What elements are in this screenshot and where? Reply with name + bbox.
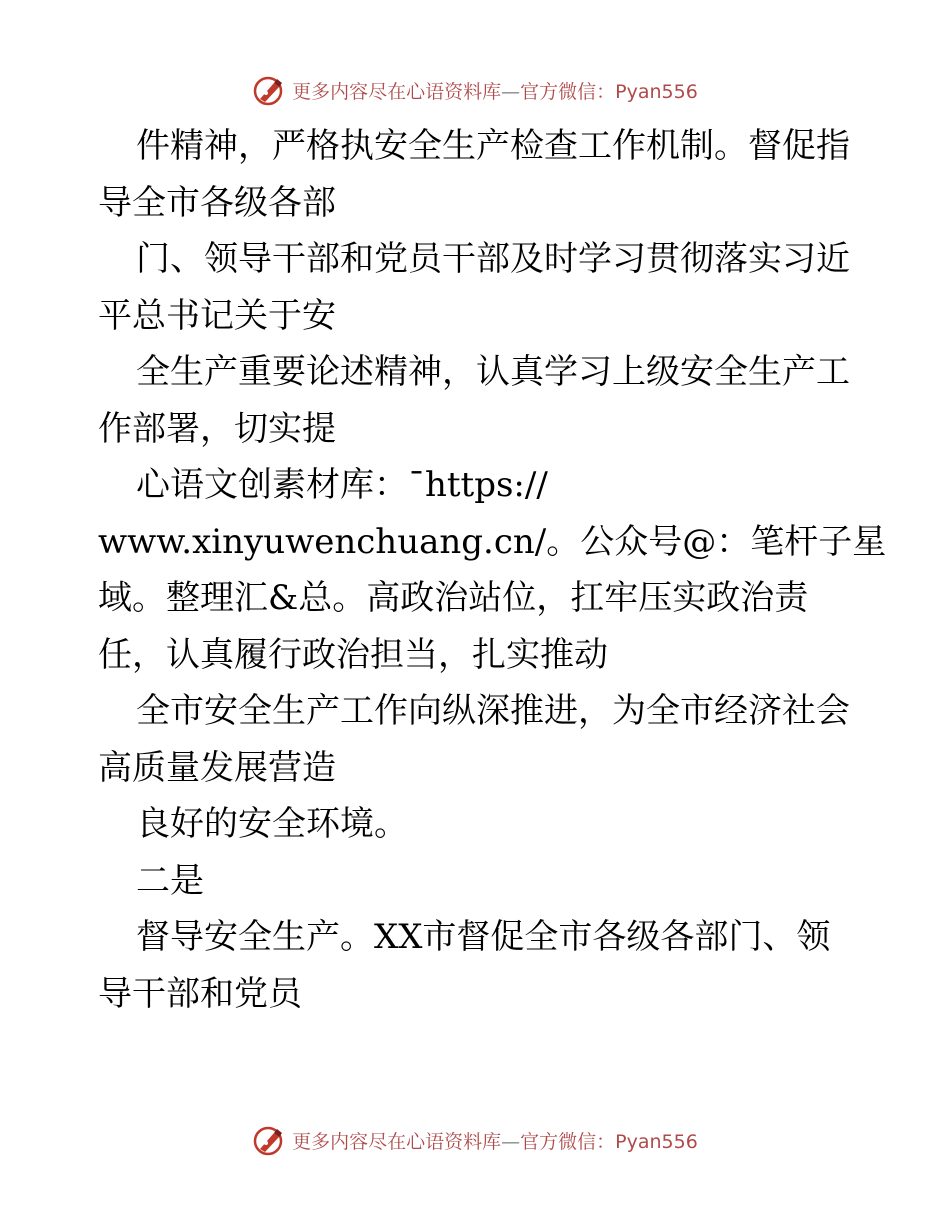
body-line: 件精神，严格执安全生产检查工作机制。督促指 (136, 126, 850, 166)
header-banner-dash: — (501, 80, 521, 103)
footer-banner-dash: — (501, 1130, 521, 1153)
body-line: 平总书记关于安 (98, 295, 336, 336)
footer-banner-wechat: 官方微信：Pyan556 (520, 1130, 698, 1153)
header-banner-wechat: 官方微信：Pyan556 (520, 80, 698, 103)
body-line: 良好的安全环境。 (136, 804, 408, 844)
pen-circle-logo-icon (252, 1123, 286, 1157)
body-line: www.xinyuwenchuang.cn/。公众号@：笔杆子星 (98, 521, 887, 562)
body-line: 全生产重要论述精神，认真学习上级安全生产工 (136, 352, 850, 392)
body-line: 任，认真履行政治担当，扎实推动 (98, 634, 608, 675)
page-footer (0, 1120, 950, 1160)
body-line: 心语文创素材库：¯https:// (136, 465, 548, 505)
pen-circle-logo-icon (252, 73, 286, 107)
body-line: 高质量发展营造 (98, 747, 336, 788)
body-line: 二是 (136, 860, 204, 901)
footer-banner-text (292, 1127, 698, 1154)
body-line: 导全市各级各部 (98, 182, 336, 223)
header-banner-text (292, 77, 698, 104)
footer-banner (252, 1123, 698, 1157)
page-header (0, 70, 950, 110)
document-body (98, 118, 887, 1022)
header-banner (252, 73, 698, 107)
header-banner-main: 更多内容尽在心语资料库 (292, 80, 502, 103)
body-line: 全市安全生产工作向纵深推进，为全市经济社会 (136, 691, 850, 731)
body-line: 导干部和党员 (98, 973, 302, 1014)
body-line: 域。整理汇&总。高政治站位，扛牢压实政治责 (98, 578, 809, 618)
footer-banner-main: 更多内容尽在心语资料库 (292, 1130, 502, 1153)
body-line: 门、领导干部和党员干部及时学习贯彻落实习近 (136, 239, 850, 279)
body-line: 督导安全生产。XX市督促全市各级各部门、领 (136, 917, 831, 957)
body-line: 作部署，切实提 (98, 408, 336, 449)
